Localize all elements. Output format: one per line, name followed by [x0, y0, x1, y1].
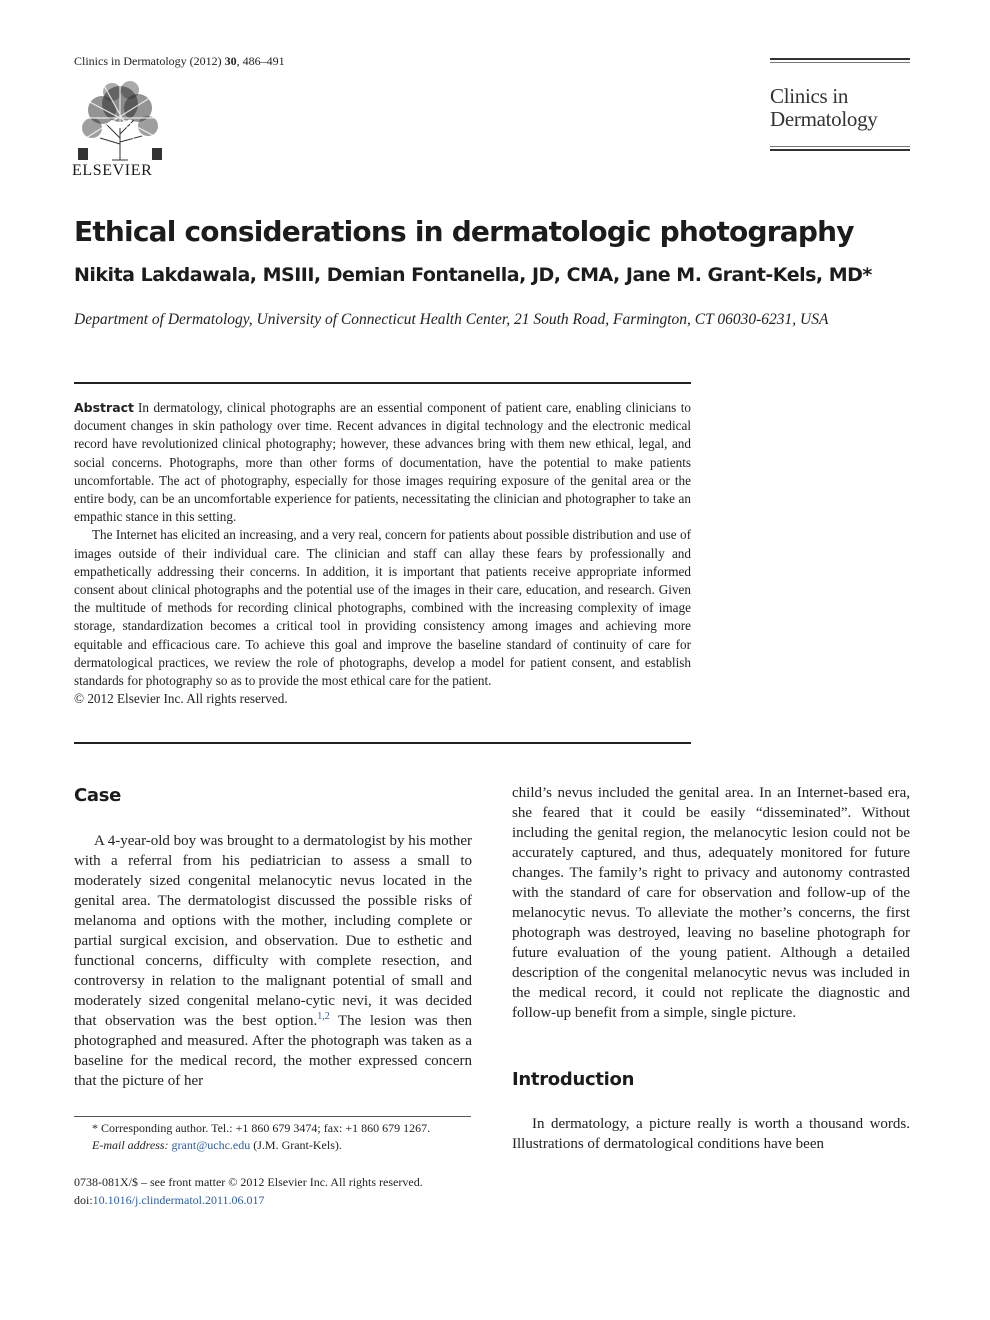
email-line	[74, 1137, 472, 1154]
case-continuation-paragraph: child’s nevus included the genital area. In an Internet-based era, she feared that it could be easily “disseminated”. Without including the genital region, the melanocytic lesion could not be accurately captured, and thus, adequately monitored for future changes. The family’s right to privacy and autonomy contrasted with the standard of care for observation and follow-up of the melanocytic nevus. To alleviate the mother’s concerns, the first photograph was destroyed, leaving no baseline photograph for future evaluation of the young patient. Although a detailed description of the congenital melanocytic nevus was included in the medical record, it could not replicate the diagnostic and follow-up benefit from a simple, single picture.	[512, 785, 910, 1021]
journal-volume: 30	[224, 54, 237, 68]
masthead-rule-bottom-thin	[770, 146, 910, 147]
masthead-rule-bottom	[770, 149, 910, 151]
corresponding-author: * Corresponding author. Tel.: +1 860 679 3474; fax: +1 860 679 1267.	[92, 1121, 431, 1135]
publisher-name: ELSEVIER	[72, 162, 153, 179]
case-continuation	[512, 783, 910, 1023]
email-name: (J.M. Grant-Kels).	[250, 1137, 342, 1152]
article-title: Ethical considerations in dermatologic photography	[74, 215, 854, 248]
case-text-part2: The lesion was then photographed and measured. After the photograph was taken as a baseline for the medical record, the mother expressed concern that the picture of her	[74, 1013, 472, 1089]
introduction-paragraph: In dermatology, a picture really is worth a thousand words. Illustrations of dermatological conditions have been	[512, 1116, 910, 1152]
masthead-rule-top-thin	[770, 62, 910, 63]
journal-pages: , 486–491	[236, 54, 285, 68]
journal-ref: Clinics in Dermatology (2012)	[74, 54, 222, 68]
journal-name	[770, 85, 910, 131]
doi-link[interactable]: 10.1016/j.clindermatol.2011.06.017	[92, 1193, 265, 1207]
case-text-part1: A 4-year-old boy was brought to a dermatologist by his mother with a referral from his pediatrician to assess a small to moderately sized congenital melanocytic nevus located in the genital area. The dermatologist discussed the possible risks of melanoma and options with the mother, including complete or partial surgical excision, and observation. Due to esthetic and functional concerns, difficulty with complete resection, and controversy in relation to the malignant potential of small and moderately sized congenital melano-cytic nevi, it was decided that observation was the best option.	[74, 833, 472, 1029]
reference-link[interactable]: 1,2	[317, 1011, 330, 1022]
abstract-text-1: In dermatology, clinical photographs are an essential component of patient care, enabling clinicians to document changes in skin pathology over time. Recent advances in digital technology and the electronic medical record have revolutionized clinical photography; however, these advances bring with them new ethical, legal, and social concerns. Photographs, more than other forms of documentation, have the potential to make patients uncomfortable. The act of photography, especially for those images requiring exposure of the genital area or the entire body, can be an uncomfortable experience for patients, necessitating the clinician and photographer to take an empathic stance in this setting.	[74, 400, 691, 525]
abstract-paragraph-1	[74, 399, 691, 526]
footnote	[74, 1120, 472, 1153]
abstract	[74, 399, 691, 708]
journal-citation	[74, 54, 285, 69]
masthead-rule-top	[770, 58, 910, 60]
doi-label: doi:	[74, 1193, 93, 1207]
footnote-rule	[74, 1116, 471, 1117]
issn-line: 0738-081X/$ – see front matter © 2012 Elsevier Inc. All rights reserved.	[74, 1175, 423, 1189]
abstract-rule-top	[74, 382, 691, 384]
abstract-rule-bottom	[74, 742, 691, 744]
case-heading: Case	[74, 785, 122, 806]
abstract-paragraph-2: The Internet has elicited an increasing, and a very real, concern for patients about possible distribution and use of images outside of their individual care. The clinician and staff can allay these fears by professionally and empathetically addressing their concerns. In addition, it is important that patients receive appropriate informed consent about clinical photographs and the potential use of the images in their care, education, and research. Given the multitude of methods for recording clinical photographs, combined with the increasing complexity of image storage, standardization becomes a critical tool in providing consistency among images and achieving more equitable and efficacious care. To achieve this goal and improve the baseline standard of continuity of care for dermatological practices, we review the role of photographs, develop a model for patient consent, and establish standards for photography so as to provide the most ethical care for the patient.	[74, 527, 691, 689]
article-authors: Nikita Lakdawala, MSIII, Demian Fontanella, JD, CMA, Jane M. Grant-Kels, MD*	[74, 264, 872, 286]
email-link[interactable]: grant@uchc.edu	[171, 1137, 251, 1152]
author-affiliation: Department of Dermatology, University of Connecticut Health Center, 21 South Road, Farmington, CT 06030-6231, USA	[74, 311, 829, 328]
abstract-copyright: © 2012 Elsevier Inc. All rights reserved.	[74, 691, 288, 707]
journal-name-line1: Clinics in	[770, 84, 849, 108]
abstract-label: Abstract	[74, 400, 135, 415]
front-matter	[74, 1173, 423, 1209]
journal-name-line2: Dermatology	[770, 107, 878, 131]
introduction-body	[512, 1114, 910, 1154]
case-body	[74, 831, 472, 1091]
email-label: E-mail address:	[92, 1137, 169, 1152]
journal-masthead	[770, 58, 910, 151]
doi-line	[74, 1191, 423, 1209]
case-paragraph	[74, 831, 472, 1091]
introduction-heading: Introduction	[512, 1069, 635, 1090]
